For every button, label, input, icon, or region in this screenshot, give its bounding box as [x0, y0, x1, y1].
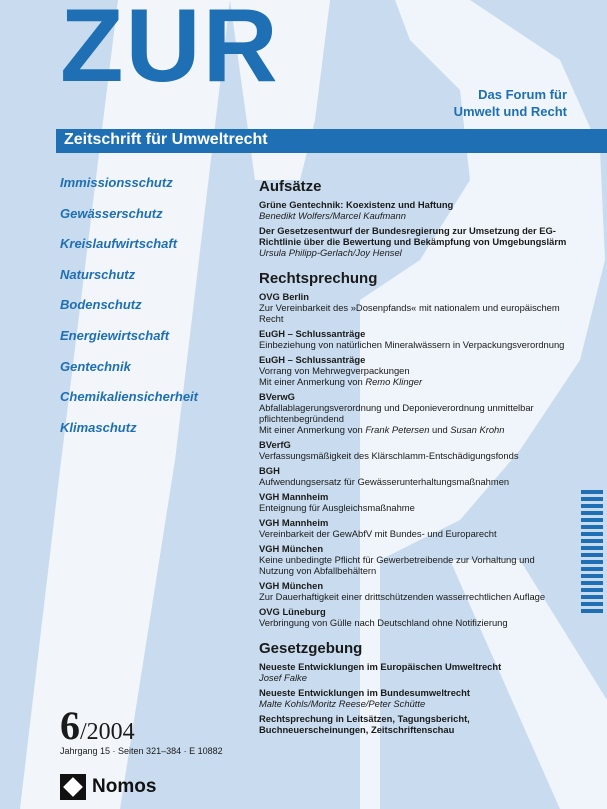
case-entry — [259, 580, 569, 602]
case-text: Aufwendungsersatz für Gewässerunterhaltungsmaßnahmen — [259, 476, 510, 487]
case-entry — [259, 354, 569, 387]
issue-number — [60, 702, 135, 749]
topic-item: Naturschutz — [60, 266, 136, 282]
case-court: BGH — [259, 465, 280, 476]
topic-item: Immissionsschutz — [60, 175, 173, 190]
issue-details: Jahrgang 15 · Seiten 321–384 · E 10882 — [60, 746, 223, 756]
case-text: Zur Dauerhaftigkeit einer drittschützenden wasserrechtlichen Auflage — [259, 591, 546, 602]
case-entry — [259, 465, 569, 487]
case-entry — [259, 543, 569, 576]
table-of-contents — [259, 178, 569, 739]
note-author: Remo Klinger — [365, 376, 423, 387]
article-title: Rechtsprechung in Leitsätzen, Tagungsbericht, Buchneuerscheinungen, Zeitschriftenschau — [259, 713, 470, 735]
case-text: Einbeziehung von natürlichen Mineralwässern in Verpackungsverordnung — [259, 339, 565, 350]
article-title: Der Gesetzesentwurf der Bundesregierung zur Umsetzung der EG-Richtlinie über die Bewertung und Bekämpfung von Umgebungslärm — [259, 225, 567, 247]
note-author: Susan Krohn — [450, 424, 505, 435]
case-text: Enteignung für Ausgleichsmaßnahme — [259, 502, 415, 513]
case-text: Abfallablagerungsverordnung und Deponieverordnung unmittelbar pflichtenbegründend — [259, 402, 534, 424]
case-entry — [259, 391, 569, 435]
tagline-line-1: Das Forum für — [478, 87, 567, 102]
topic-item: Energiewirtschaft — [60, 327, 170, 343]
journal-title-bar — [56, 129, 607, 153]
note-prefix: Mit einer Anmerkung von — [259, 376, 363, 387]
case-entry — [259, 517, 569, 539]
article-entry — [259, 225, 569, 258]
issue-num: 6 — [60, 703, 80, 748]
case-entry — [259, 439, 569, 461]
case-court: EuGH – Schlussanträge — [259, 354, 366, 365]
article-title: Neueste Entwicklungen im Europäischen Umweltrecht — [259, 661, 502, 672]
case-court: VGH München — [259, 543, 324, 554]
journal-logo: ZUR — [60, 0, 280, 104]
article-authors: Ursula Philipp-Gerlach/Joy Hensel — [259, 247, 402, 258]
case-entry — [259, 491, 569, 513]
journal-title: Zeitschrift für Umweltrecht — [64, 131, 268, 148]
case-entry — [259, 328, 569, 350]
case-note — [259, 376, 569, 387]
topic-item: Chemikaliensicherheit — [60, 389, 198, 405]
article-entry — [259, 661, 569, 683]
case-note — [259, 424, 569, 435]
case-court: BVerwG — [259, 391, 295, 402]
case-court: VGH München — [259, 580, 324, 591]
issue-year: /2004 — [80, 719, 135, 745]
article-authors: Josef Falke — [259, 672, 307, 683]
topic-list — [60, 175, 198, 450]
topic-item: Gewässerschutz — [60, 205, 163, 221]
case-text: Zur Vereinbarkeit des »Dosenpfands« mit nationalem und europäischem Recht — [259, 302, 560, 324]
section-heading-gesetzgebung: Gesetzgebung — [259, 640, 363, 657]
article-entry — [259, 199, 569, 221]
tagline-line-2: Umwelt und Recht — [453, 104, 567, 119]
case-text: Vorrang von Mehrwegverpackungen — [259, 365, 410, 376]
topic-item: Kreislaufwirtschaft — [60, 236, 178, 252]
topic-item: Klimaschutz — [60, 419, 137, 435]
case-court: OVG Berlin — [259, 291, 310, 302]
nomos-diamond-icon — [60, 774, 86, 800]
case-court: OVG Lüneburg — [259, 606, 326, 617]
topic-item: Gentechnik — [60, 358, 131, 374]
edge-stripes-decoration — [581, 490, 603, 616]
case-entry — [259, 606, 569, 628]
section-heading-rechtsprechung: Rechtsprechung — [259, 270, 378, 287]
publisher-name: Nomos — [92, 776, 157, 797]
article-title: Grüne Gentechnik: Koexistenz und Haftung — [259, 199, 454, 210]
tagline — [454, 86, 567, 120]
note-and: und — [432, 424, 448, 435]
article-authors: Benedikt Wolfers/Marcel Kaufmann — [259, 210, 406, 221]
case-text: Keine unbedingte Pflicht für Gewerbetreibende zur Vorhaltung und Nutzung von Abfallbehältern — [259, 554, 535, 576]
topic-item: Bodenschutz — [60, 297, 142, 313]
article-title: Neueste Entwicklungen im Bundesumweltrecht — [259, 687, 470, 698]
case-text: Vereinbarkeit der GewAbfV mit Bundes- und Europarecht — [259, 528, 497, 539]
note-author: Frank Petersen — [365, 424, 430, 435]
article-authors: Malte Kohls/Moritz Reese/Peter Schütte — [259, 698, 426, 709]
case-court: VGH Mannheim — [259, 517, 329, 528]
note-prefix: Mit einer Anmerkung von — [259, 424, 363, 435]
case-court: EuGH – Schlussanträge — [259, 328, 366, 339]
case-entry — [259, 291, 569, 324]
case-text: Verfassungsmäßigkeit des Klärschlamm-Entschädigungsfonds — [259, 450, 519, 461]
article-entry — [259, 687, 569, 709]
section-heading-aufsaetze: Aufsätze — [259, 178, 322, 195]
case-court: BVerfG — [259, 439, 291, 450]
article-entry — [259, 713, 569, 735]
case-text: Verbringung von Gülle nach Deutschland ohne Notifizierung — [259, 617, 508, 628]
case-court: VGH Mannheim — [259, 491, 329, 502]
